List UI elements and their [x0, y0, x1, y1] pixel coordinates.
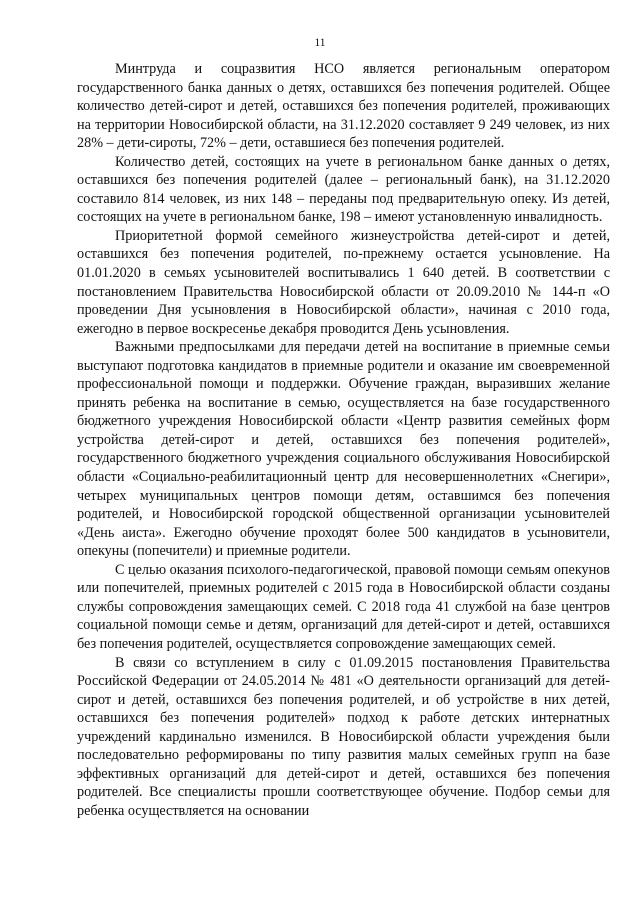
- paragraph-adoption-priority: Приоритетной формой семейного жизнеустройства детей-сирот и детей, оставшихся без попечения родителей, по-прежнему остается усыновление. На 01.01.2020 в семьях усыновителей воспитывались 1 640 детей. В соответствии с постановлением Правительства Новосибирской области от 20.09.2010 № 144-п «О проведении Дня усыновления в Новосибирской области», начиная с 2010 года, ежегодно в первое воскресенье декабря проводится День усыновления.: [77, 227, 610, 337]
- paragraph-support-services: С целью оказания психолого-педагогической, правовой помощи семьям опекунов или попечителей, приемных родителей с 2015 года в Новосибирской области созданы службы сопровождения замещающих семей. С 2018 года 41 службой на базе центров социальной помощи семье и детям, организаций для детей-сирот и детей, оставшихся без попечения родителей, осуществляется сопровождение замещающих семей.: [77, 561, 610, 652]
- page-number: 11: [314, 37, 326, 49]
- paragraph-regional-bank-count: Количество детей, состоящих на учете в региональном банке данных о детях, оставшихся без попечения родителей (далее – региональный банк), на 31.12.2020 составило 814 человек, из них 148 – переданы под предварительную опеку. Из детей, состоящих на учете в региональном банке, 198 – имеют установленную инвалидность.: [77, 153, 610, 226]
- paragraph-institution-reform: В связи со вступлением в силу с 01.09.2015 постановления Правительства Российской Федерации от 24.05.2014 № 481 «О деятельности организаций для детей-сирот и детей, оставшихся без попечения родителей, и об устройстве в них детей, оставшихся без попечения родителей» подход к работе детских интернатных учреждений кардинально изменился. В Новосибирской области учреждения были последовательно реформированы по типу развития малых семейных групп на базе эффективных организаций для детей-сирот и детей, оставшихся без попечения родителей. Все специалисты прошли соответствующее обучение. Подбор семьи для ребенка осуществляется на основании: [77, 654, 610, 819]
- paragraph-regional-operator: Минтруда и соцразвития НСО является региональным оператором государственного банка данных о детях, оставшихся без попечения родителей. Общее количество детей-сирот и детей, оставшихся без попечения родителей, проживающих на территории Новосибирской области, на 31.12.2020 составляет 9 249 человек, из них 28% – дети-сироты, 72% – дети, оставшиеся без попечения родителей.: [77, 61, 610, 152]
- document-body: [77, 60, 610, 820]
- paragraph-candidate-training: Важными предпосылками для передачи детей на воспитание в приемные семьи выступают подготовка кандидатов в приемные родители и оказание им своевременной профессиональной помощи и поддержки. Обучение граждан, выразивших желание принять ребенка на воспитание в семью, осуществляется на базе государственного бюджетного учреждения Новосибирской области «Центр развития семейных форм устройства детей-сирот и детей, оставшихся без попечения родителей», государственного бюджетного учреждения социального обслуживания Новосибирской области «Социально-реабилитационный центр для несовершеннолетних «Снегири», четырех муниципальных центров помощи детям, оставшимся без попечения родителей, и Новосибирской городской общественной организации усыновителей «День аиста». Ежегодно обучение проходят более 500 кандидатов в усыновители, опекуны (попечители) и приемные родители.: [77, 339, 610, 560]
